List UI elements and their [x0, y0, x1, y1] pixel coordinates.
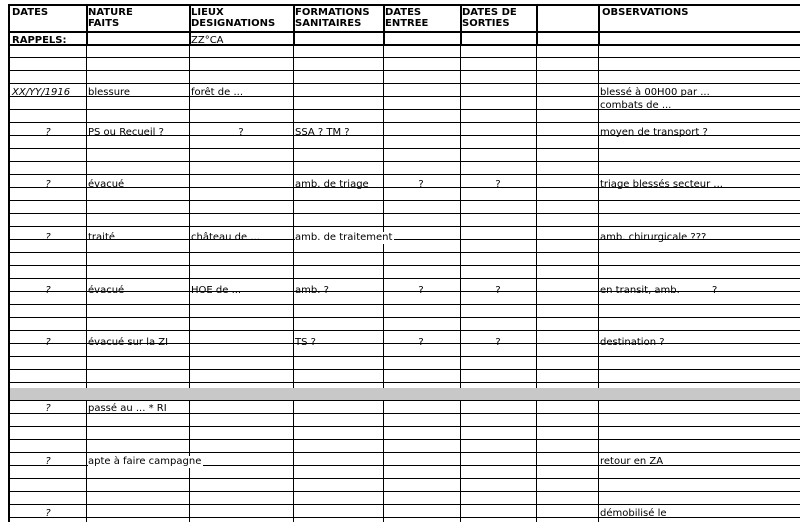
table-rule: [10, 478, 800, 479]
table-rule: [10, 57, 800, 58]
table-rule: [10, 161, 800, 162]
table-rule: [10, 278, 800, 279]
row-lieu: château de ...: [191, 232, 260, 243]
header-lieux-line2: DESIGNATIONS: [191, 18, 276, 29]
row-observation: triage blessés secteur ...: [600, 179, 723, 190]
table-rule-thick: [10, 44, 800, 46]
header-dates: DATES: [12, 7, 49, 18]
table-rule: [10, 213, 800, 214]
row-date: ?: [45, 285, 51, 296]
row-observation: blessé à 00H00 par ...: [600, 87, 710, 98]
gray-separator-bar: [10, 388, 800, 400]
header-sorties-line1: DATES DE: [462, 7, 517, 18]
row-lieu: forêt de ...: [191, 87, 243, 98]
row-date: ?: [45, 179, 51, 190]
rappels-lieu: ZZ°CA: [191, 35, 224, 46]
table-rule: [10, 369, 800, 370]
column-divider-thick: [536, 6, 538, 44]
header-entree-line1: DATES: [385, 7, 422, 18]
row-formation: amb. de triage: [295, 179, 369, 190]
column-divider: [536, 44, 537, 522]
row-nature: apte à faire campagne: [88, 456, 202, 467]
table-rule: [10, 148, 800, 149]
header-nature-line2: FAITS: [88, 18, 120, 29]
row-nature: évacué: [88, 285, 125, 296]
table-rule: [10, 109, 800, 110]
table-rule: [10, 504, 800, 505]
table-rule: [10, 517, 800, 518]
row-formation: SSA ? TM ?: [295, 127, 350, 138]
table-rule: [10, 382, 800, 383]
header-formations-line1: FORMATIONS: [295, 7, 370, 18]
table-rule: [10, 400, 800, 401]
header-lieux-line1: LIEUX: [191, 7, 224, 18]
column-divider: [293, 44, 294, 522]
header-nature-line1: NATURE: [88, 7, 133, 18]
row-date-entree: ?: [418, 285, 424, 296]
table-rule: [10, 252, 800, 253]
row-date: ?: [45, 403, 51, 414]
column-divider: [86, 44, 87, 522]
row-date: ?: [45, 337, 51, 348]
row-nature: PS ou Recueil ?: [88, 127, 164, 138]
column-divider-thick: [598, 6, 600, 44]
row-formation: amb. de traitement: [295, 232, 393, 243]
row-lieu: HOE de ...: [191, 285, 242, 296]
table-rule: [10, 452, 800, 453]
table-rule: [10, 356, 800, 357]
row-nature: évacué: [88, 179, 125, 190]
row-nature: traité: [88, 232, 116, 243]
rappels-label: RAPPELS:: [12, 35, 67, 46]
row-observation: destination ?: [600, 337, 665, 348]
table-rule: [10, 265, 800, 266]
row-date: XX/YY/1916: [12, 87, 71, 98]
record-sheet-table: [8, 4, 800, 522]
row-lieu: ?: [238, 127, 244, 138]
table-rule: [10, 317, 800, 318]
row-observation-continued: combats de ...: [600, 100, 672, 111]
column-divider: [383, 44, 384, 522]
row-observation: démobilisé le: [600, 508, 667, 519]
table-rule-thick: [10, 31, 800, 33]
row-date-sortie: ?: [495, 337, 501, 348]
header-entree-line2: ENTREE: [385, 18, 429, 29]
header-sorties-line2: SORTIES: [462, 18, 510, 29]
table-rule: [10, 70, 800, 71]
table-rule: [10, 226, 800, 227]
row-date: ?: [45, 127, 51, 138]
row-date-entree: ?: [418, 337, 424, 348]
row-observation: retour en ZA: [600, 456, 664, 467]
column-divider: [598, 44, 599, 522]
table-rule: [10, 174, 800, 175]
row-formation: amb. ?: [295, 285, 329, 296]
row-nature: blessure: [88, 87, 131, 98]
header-formations-line2: SANITAIRES: [295, 18, 362, 29]
column-divider: [189, 44, 190, 522]
row-date: ?: [45, 456, 51, 467]
row-nature: évacué sur la ZI: [88, 337, 169, 348]
row-observation: moyen de transport ?: [600, 127, 708, 138]
header-observations: OBSERVATIONS: [602, 7, 689, 18]
row-date: ?: [45, 508, 51, 519]
row-observation: amb. chirurgicale ???: [600, 232, 707, 243]
row-formation: TS ?: [295, 337, 316, 348]
row-date-sortie: ?: [495, 179, 501, 190]
table-rule: [10, 304, 800, 305]
table-rule: [10, 83, 800, 84]
row-date-sortie: ?: [495, 285, 501, 296]
row-date-entree: ?: [418, 179, 424, 190]
row-observation: en transit, amb.: [600, 285, 680, 296]
row-nature: passé au ... * RI: [88, 403, 167, 414]
table-rule: [10, 491, 800, 492]
table-rule: [10, 439, 800, 440]
row-observation-question: ?: [712, 285, 718, 296]
row-date: ?: [45, 232, 51, 243]
table-rule: [10, 330, 800, 331]
table-rule: [10, 122, 800, 123]
table-rule: [10, 426, 800, 427]
column-divider: [460, 44, 461, 522]
table-rule: [10, 200, 800, 201]
